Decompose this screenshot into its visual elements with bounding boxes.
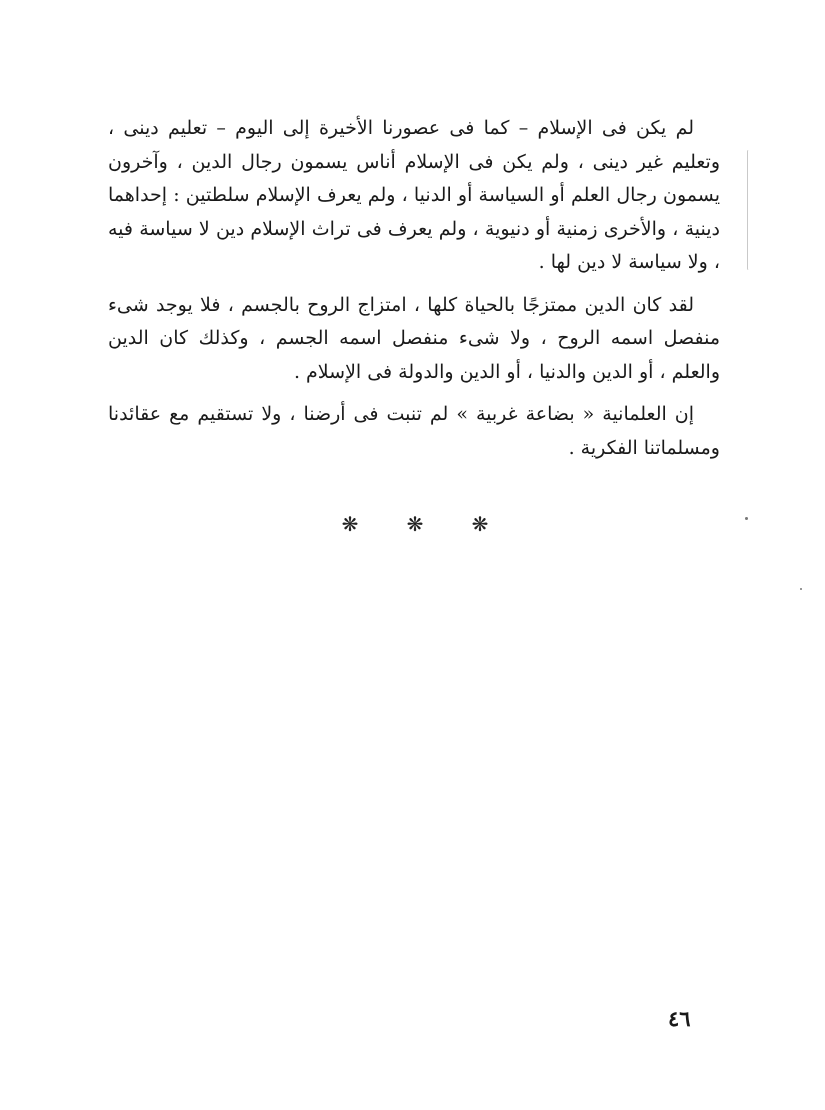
section-divider [340, 512, 490, 536]
page-number: ٤٦ [668, 1006, 691, 1031]
asterism-icon: ❋ [471, 512, 489, 536]
asterism-icon: ❋ [341, 512, 359, 536]
body-text [108, 112, 720, 474]
scan-edge-mark [747, 150, 750, 270]
scan-speck [745, 517, 748, 520]
paragraph-1: لم يكن فى الإسلام – كما فى عصورنا الأخيرة إلى اليوم – تعليم دينى ، وتعليم غير دينى ، ولم يكن فى الإسلام أناس يسمون رجال الدين ، وآخرون يسمون رجال العلم أو السياسة أو الدنيا ، ولم يعرف الإسلام سلطتين : إحداهما دينية ، والأخرى زمنية أو دنيوية ، ولم يعرف فى تراث الإسلام دين لا سياسة فيه ، ولا سياسة لا دين لها . [108, 117, 720, 273]
paragraph-3: إن العلمانية « بضاعة غربية » لم تنبت فى أرضنا ، ولا تستقيم مع عقائدنا ومسلماتنا الفكرية . [108, 403, 720, 459]
asterism-icon: ❋ [406, 512, 424, 536]
scan-speck [800, 588, 802, 590]
paragraph-2: لقد كان الدين ممتزجًا بالحياة كلها ، امتزاج الروح بالجسم ، فلا يوجد شىء منفصل اسمه الروح ، ولا شىء منفصل اسمه الجسم ، وكذلك كان الدين والعلم ، أو الدين والدنيا ، أو الدين والدولة فى الإسلام . [108, 293, 720, 383]
